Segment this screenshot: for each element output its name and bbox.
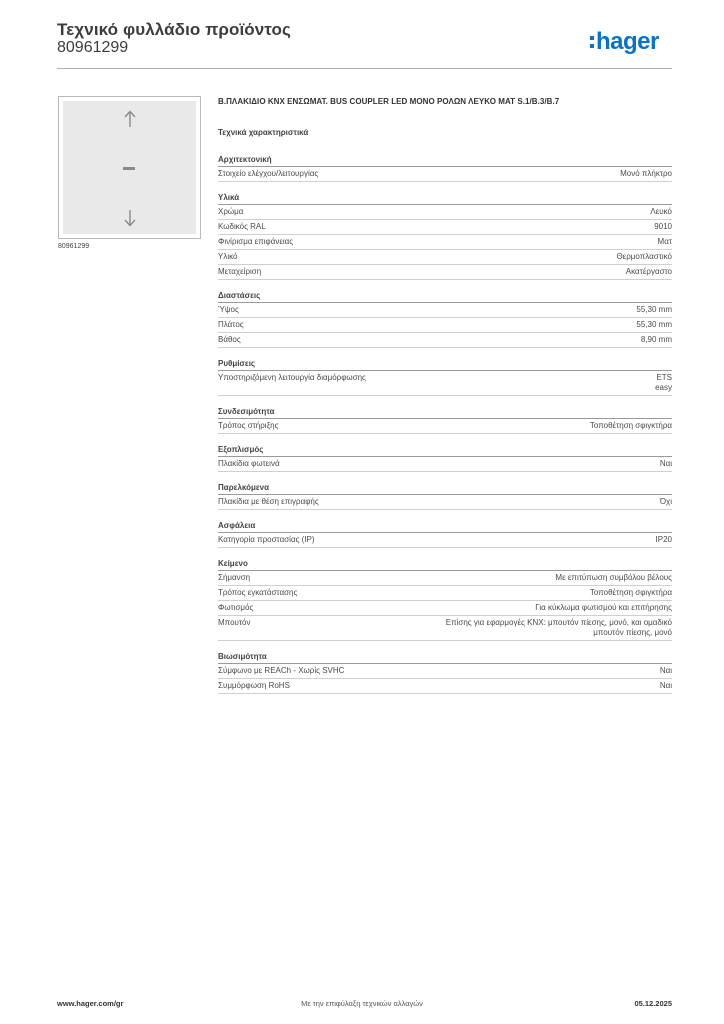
section-title: Εξοπλισμός [218,445,672,457]
section-title: Ρυθμίσεις [218,359,672,371]
spec-label: Φινίρισμα επιφάνειας [218,237,294,246]
spec-section [218,521,672,548]
spec-value: ETS easy [655,373,672,392]
spec-label: Τρόπος στήριξης [218,421,279,430]
spec-value: Ναι [659,666,672,675]
spec-section [218,559,672,641]
section-title: Κείμενο [218,559,672,571]
product-number: 80961299 [57,39,129,56]
spec-subheading: Τεχνικά χαρακτηριστικά [218,128,309,137]
section-title: Συνδεσιμότητα [218,407,672,419]
spec-section [218,652,672,694]
logo-text: hager [596,28,659,55]
spec-label: Τρόπος εγκατάστασης [218,588,298,597]
page-title: Τεχνικό φυλλάδιο προϊόντος [57,20,291,39]
spec-row [218,586,672,601]
spec-section [218,445,672,472]
spec-label: Σύμφωνο με REACh - Χωρίς SVHC [218,666,345,675]
spec-row [218,616,672,641]
arrow-up-icon [124,110,136,128]
product-heading: Β.ΠΛΑΚΙΔΙΟ KNX ΕΝΣΩΜΑΤ. BUS COUPLER LED ΜΟΝΟ ΡΟΛΩΝ ΛΕΥΚΟ ΜΑΤ S.1/B.3/B.7 [218,97,560,106]
spec-label: Συμμόρφωση RoHS [218,681,290,690]
spec-value: 55,30 mm [636,305,672,314]
spec-row [218,664,672,679]
spec-content [218,97,672,705]
spec-sections [218,155,672,694]
spec-value: Τοποθέτηση σφιγκτήρα [589,421,672,430]
spec-value: IP20 [655,535,672,544]
spec-row [218,235,672,250]
spec-label: Πλακίδια φωτεινά [218,459,280,468]
spec-row [218,533,672,548]
image-caption: 80961299 [58,243,90,250]
header-divider [57,68,672,69]
spec-value: Ναι [659,681,672,690]
spec-section [218,359,672,396]
logo-mark-icon [590,36,594,48]
spec-row [218,679,672,694]
spec-value: Τοποθέτηση σφιγκτήρα [589,588,672,597]
spec-label: Βάθος [218,335,241,344]
switch-plate [63,101,196,234]
spec-value: Με επιτύπωση συμβόλου βέλους [555,573,672,582]
spec-label: Χρώμα [218,207,244,216]
spec-label: Πλακίδια με θέση επιγραφής [218,497,319,506]
spec-section [218,291,672,348]
spec-label: Φωτισμός [218,603,254,612]
dash-icon [123,167,135,170]
spec-row [218,571,672,586]
section-title: Υλικά [218,193,672,205]
arrow-down-icon [124,209,136,227]
spec-value: Λευκό [650,207,672,216]
spec-label: Σήμανση [218,573,251,582]
spec-value: Όχι [659,497,672,506]
spec-row [218,457,672,472]
section-title: Αρχιτεκτονική [218,155,672,167]
spec-label: Μπουτόν [218,618,251,627]
spec-value: 8,90 mm [640,335,672,344]
spec-value: Θερμοπλαστικό [616,252,672,261]
spec-value: Για κύκλωμα φωτισμού και επιτήρησης [535,603,672,612]
section-title: Ασφάλεια [218,521,672,533]
footer-note: Με την επιφύλαξη τεχνικών αλλαγών [301,999,423,1008]
section-title: Βιωσιμότητα [218,652,672,664]
spec-row [218,495,672,510]
spec-value: 9010 [654,222,672,231]
section-title: Παρελκόμενα [218,483,672,495]
spec-value: Επίσης για εφαρμογές KNX: μπουτόν πίεσης, μονό, και ομαδικό μπουτόν πίεσης, μονό [445,618,672,637]
spec-row [218,303,672,318]
product-image [58,96,201,239]
spec-section [218,483,672,510]
spec-value: Ακατέργαστο [625,267,672,276]
spec-row [218,167,672,182]
spec-label: Πλάτος [218,320,244,329]
spec-section [218,155,672,182]
spec-value: 55,30 mm [636,320,672,329]
spec-label: Υποστηριζόμενη λειτουργία διαμόρφωσης [218,373,366,382]
spec-row [218,601,672,616]
spec-label: Μεταχείριση [218,267,262,276]
spec-label: Κατηγορία προστασίας (IP) [218,535,315,544]
spec-row [218,371,672,396]
spec-value: Ναι [659,459,672,468]
spec-section [218,407,672,434]
spec-section [218,193,672,280]
hager-logo [590,28,659,56]
spec-row [218,220,672,235]
footer-url[interactable]: www.hager.com/gr [57,999,124,1008]
spec-value: Ματ [657,237,672,246]
spec-row [218,419,672,434]
spec-row [218,333,672,348]
spec-label: Κωδικός RAL [218,222,266,231]
section-title: Διαστάσεις [218,291,672,303]
spec-label: Υλικό [218,252,238,261]
spec-label: Ύψος [218,305,239,314]
spec-value: Μονό πλήκτρο [620,169,672,178]
footer-date: 05.12.2025 [634,999,672,1008]
spec-row [218,265,672,280]
spec-row [218,318,672,333]
spec-row [218,205,672,220]
spec-label: Στοιχείο ελέγχου/λειτουργίας [218,169,319,178]
spec-row [218,250,672,265]
